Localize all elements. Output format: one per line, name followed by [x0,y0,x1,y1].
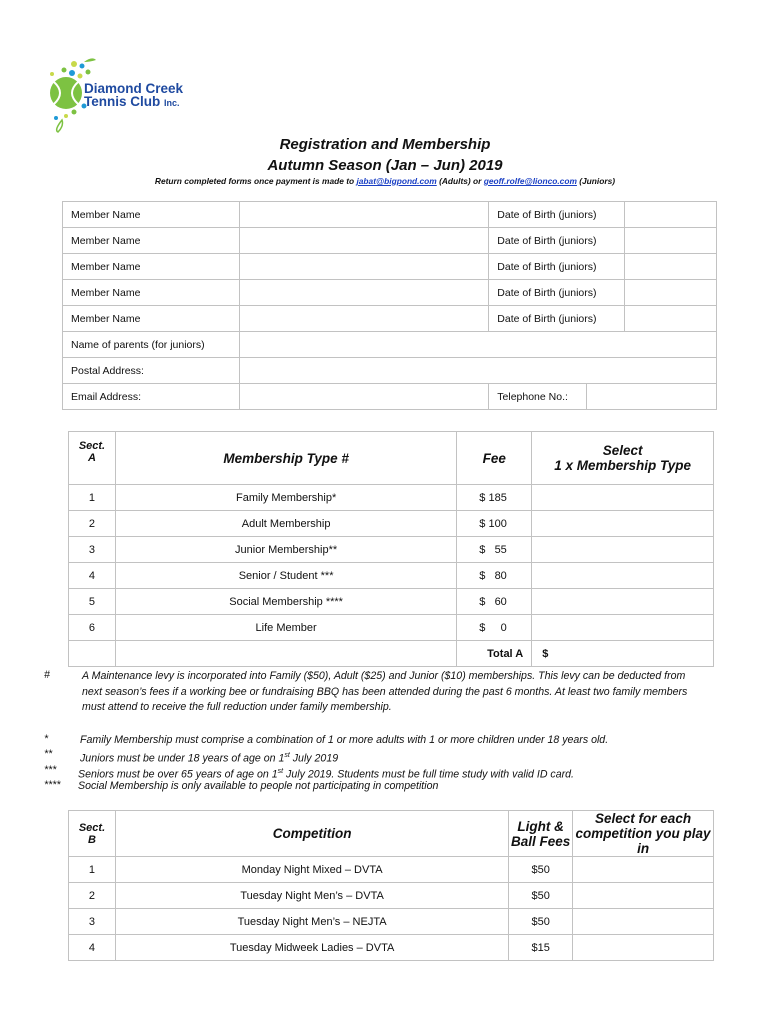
note-mark: ** [44,748,53,760]
table-row [69,511,714,537]
select-cell[interactable] [532,563,714,589]
member-name-field[interactable] [239,280,489,306]
telephone-label: Telephone No.: [489,384,587,410]
dob-field[interactable] [625,228,717,254]
member-details-table [62,201,717,410]
row-number: 4 [69,563,116,589]
competition-name: Tuesday Night Men’s – DVTA [115,883,508,909]
instructions-juniors: (Juniors) [579,176,616,186]
form-title: Registration and Membership [279,136,491,153]
logo-line1: Diamond Creek [84,81,184,96]
instructions-prefix: Return completed forms once payment is made to [154,176,357,186]
member-row [63,202,717,228]
membership-fee: $ 100 [457,511,532,537]
table-row [69,935,714,961]
membership-header-row [69,432,714,485]
note-text: Social Membership is only available to people not participating in competition [78,780,439,792]
note-mark: *** [44,764,57,776]
row-number: 2 [69,511,116,537]
membership-type: Life Member [115,615,456,641]
select-cell[interactable] [532,537,714,563]
dob-label: Date of Birth (juniors) [489,280,625,306]
membership-type: Social Membership **** [115,589,456,615]
member-name-field[interactable] [239,202,489,228]
membership-fee: $ 0 [457,615,532,641]
row-number: 5 [69,589,116,615]
select-cell[interactable] [532,511,714,537]
note-text: Seniors must be over 65 years of age on 1st July 2019. Students must be full time study with valid ID card. [78,768,574,781]
member-name-label: Member Name [63,228,240,254]
dob-field[interactable] [625,306,717,332]
select-competition-header: Select for each competition you play in [573,811,714,857]
row-number: 2 [69,883,116,909]
parents-field[interactable] [239,332,716,358]
member-name-field[interactable] [239,306,489,332]
email-adults-link[interactable]: jabat@bigpond.com [356,176,437,186]
competition-name: Monday Night Mixed – DVTA [115,857,508,883]
select-cell[interactable] [573,857,714,883]
membership-type: Junior Membership** [115,537,456,563]
select-header: Select 1 x Membership Type [532,432,714,485]
total-empty [69,641,116,667]
table-row [69,883,714,909]
competition-header: Competition [115,811,508,857]
total-empty [115,641,456,667]
membership-fee: $ 80 [457,563,532,589]
email-label: Email Address: [63,384,240,410]
select-cell[interactable] [532,589,714,615]
member-name-field[interactable] [239,254,489,280]
row-number: 6 [69,615,116,641]
member-name-label: Member Name [63,254,240,280]
parents-label: Name of parents (for juniors) [63,332,240,358]
competition-fee: $15 [509,935,573,961]
instructions-adults: (Adults) or [439,176,484,186]
table-row [69,909,714,935]
fees-header: Light & Ball Fees [509,811,573,857]
competition-name: Tuesday Midweek Ladies – DVTA [115,935,508,961]
fee-header: Fee [457,432,532,485]
membership-type: Senior / Student *** [115,563,456,589]
table-row [69,615,714,641]
competition-table [68,810,714,961]
postal-field[interactable] [239,358,716,384]
member-row [63,280,717,306]
sect-b-header: Sect. B [69,811,116,857]
membership-type: Family Membership* [115,485,456,511]
table-row [69,563,714,589]
member-name-label: Member Name [63,306,240,332]
competition-fee: $50 [509,909,573,935]
competition-fee: $50 [509,883,573,909]
return-instructions [0,176,770,186]
membership-fee: $ 60 [457,589,532,615]
membership-type: Adult Membership [115,511,456,537]
dob-label: Date of Birth (juniors) [489,202,625,228]
club-logo [44,56,194,136]
sect-a-header: Sect. A [69,432,116,485]
dob-label: Date of Birth (juniors) [489,254,625,280]
form-season: Autumn Season (Jan – Jun) 2019 [267,157,503,174]
note-text: Juniors must be under 18 years of age on 1st July 2019 [80,752,339,765]
member-row [63,306,717,332]
select-cell[interactable] [573,935,714,961]
table-row [69,857,714,883]
logo-wordmark [84,82,183,110]
member-name-label: Member Name [63,202,240,228]
postal-label: Postal Address: [63,358,240,384]
parents-row [63,332,717,358]
table-row [69,537,714,563]
row-number: 1 [69,857,116,883]
logo-inc: Inc. [164,98,180,108]
telephone-field[interactable] [587,384,717,410]
member-row [63,228,717,254]
competition-name: Tuesday Night Men’s – NEJTA [115,909,508,935]
member-name-field[interactable] [239,228,489,254]
email-field[interactable] [239,384,489,410]
membership-type-table [68,431,714,667]
dob-field[interactable] [625,202,717,228]
total-a-field[interactable]: $ [532,641,714,667]
email-juniors-link[interactable]: geoff.rolfe@lionco.com [483,176,577,186]
dob-field[interactable] [625,280,717,306]
select-cell[interactable] [532,615,714,641]
table-row [69,485,714,511]
note-text: Family Membership must comprise a combination of 1 or more adults with 1 or more children under 18 years old. [80,734,609,746]
email-row [63,384,717,410]
total-a-label: Total A [457,641,532,667]
note-mark: * [44,733,49,745]
member-name-label: Member Name [63,280,240,306]
select-cell[interactable] [532,485,714,511]
competition-fee: $50 [509,857,573,883]
postal-row [63,358,717,384]
membership-fee: $ 55 [457,537,532,563]
member-row [63,254,717,280]
table-row [69,589,714,615]
membership-type-header: Membership Type # [115,432,456,485]
dob-label: Date of Birth (juniors) [489,228,625,254]
row-number: 3 [69,909,116,935]
select-cell[interactable] [573,909,714,935]
total-row [69,641,714,667]
row-number: 4 [69,935,116,961]
dob-field[interactable] [625,254,717,280]
row-number: 3 [69,537,116,563]
competition-header-row [69,811,714,857]
membership-fee: $ 185 [457,485,532,511]
note-text: A Maintenance levy is incorporated into Family ($50), Adult ($25) and Junior ($10) memberships. This levy can be deducted from next season’s fees if a working bee or fundraising BBQ has been attended during the past 6 months. At least two family members must attend to receive the full reduction under family membership. [82,670,688,714]
note-mark: **** [44,779,61,791]
dob-label: Date of Birth (juniors) [489,306,625,332]
row-number: 1 [69,485,116,511]
logo-line2: Tennis Club [84,94,161,109]
note-mark: # [44,669,50,681]
select-cell[interactable] [573,883,714,909]
